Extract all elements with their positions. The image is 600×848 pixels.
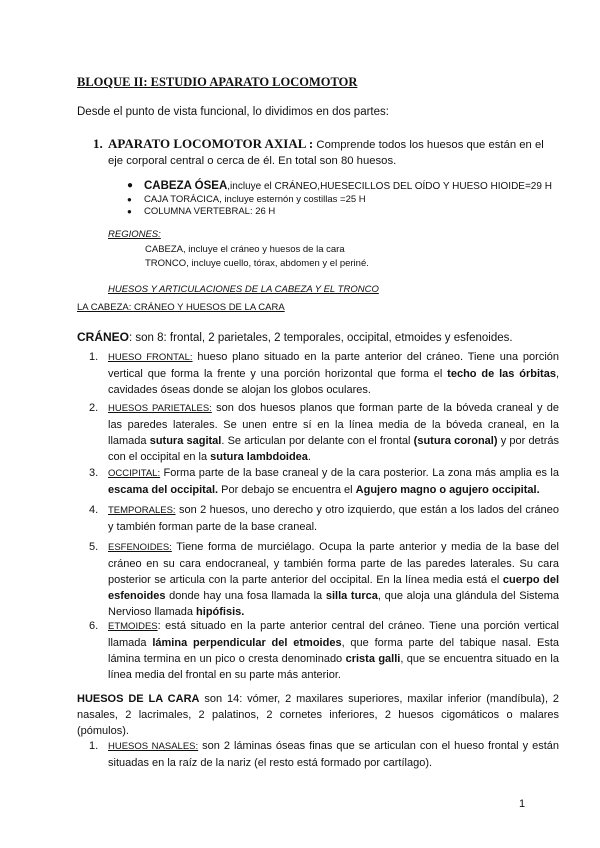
regiones-line: TRONCO, incluye cuello, tórax, abdomen y el periné. <box>145 258 369 269</box>
item-label: HUESOS NASALES: <box>108 741 199 752</box>
bullet-text: COLUMNA VERTEBRAL: 26 H <box>144 206 276 217</box>
list-item-craneo <box>89 400 559 465</box>
cara-text: son 14: vómer, 2 maxilares superiores, maxilar inferior (mandíbula), 2 nasales, 2 lacrimales, 2 palatinos, 2 cornetes inferiores, 2 huesos cigomáticos o malares (pómulos). <box>77 693 560 737</box>
item-text: , cavidades óseas donde se alojan los globos oculares. <box>108 368 559 396</box>
item-text: son 2 huesos, uno derecho y otro izquierdo, que están a los lados del cráneo y también forman parte de la base craneal. <box>108 504 559 533</box>
item-text: Forma parte de la base craneal y de la cara posterior. La zona más amplia es la <box>160 467 559 479</box>
item-bold-text: hipófisis. <box>196 606 245 618</box>
item-bold-text: crista galli <box>345 653 401 665</box>
item-label: ETMOIDES <box>108 621 158 632</box>
item-bold-text: techo de las órbitas <box>447 368 556 380</box>
list-item-craneo <box>89 349 559 398</box>
subsection-heading: LA CABEZA: CRÁNEO Y HUESOS DE LA CARA <box>77 302 285 313</box>
regiones-line: CABEZA, incluye el cráneo y huesos de la cara <box>145 244 345 255</box>
list-number: 2. <box>89 402 99 414</box>
item-bold-text: silla turca <box>325 590 378 602</box>
section-heading: HUESOS Y ARTICULACIONES DE LA CABEZA Y EL TRONCO <box>108 284 379 295</box>
item-text: son 2 láminas óseas finas que se articulan con el hueso frontal y están situadas en la raíz de la nariz (el resto está formado por cartílago). <box>108 740 559 769</box>
craneo-text: : son 8: frontal, 2 parietales, 2 temporales, occipital, etmoides y esfenoides. <box>129 332 513 344</box>
item-label: HUESOS PARIETALES: <box>108 403 212 414</box>
item-bold-text: cuerpo del esfenoides <box>108 574 560 602</box>
craneo-bold: CRÁNEO <box>77 330 130 344</box>
item-bold-text: escama del occipital. <box>108 484 219 496</box>
item-bold-text: Agujero magno o agujero occipital. <box>355 484 540 496</box>
bullet-columna <box>127 206 275 217</box>
item-text: Por debajo se encuentra el <box>218 484 356 496</box>
item-bold-text: lámina perpendicular del etmoides <box>152 637 342 649</box>
bullet-icon: ● <box>127 195 132 204</box>
item-text: Tiene forma de murciélago. Ocupa la parte anterior y media de la base del cráneo en su cara endocraneal, y también forma parte de las paredes laterales. Su cara posterior se articula con la parte anterior del occipital. En la línea media está el <box>108 541 559 586</box>
item-label: ESFENOIDES: <box>108 542 172 553</box>
axial-text: Comprende todos los huesos que están en el eje corporal central o cerca de él. En total son 80 huesos. <box>108 139 544 167</box>
item-text: y por detrás con el occipital en la <box>108 435 560 463</box>
axial-heading: APARATO LOCOMOTOR AXIAL : <box>108 136 314 151</box>
cara-paragraph <box>77 691 559 739</box>
item-text: , que se encuentra situado en la línea media del frontal en su parte más anterior. <box>108 653 559 681</box>
craneo-paragraph <box>77 330 513 344</box>
item-text: donde hay una fosa llamada la <box>165 590 326 602</box>
bullet-cabeza <box>127 180 552 192</box>
item-bold-text: sutura sagital <box>149 435 222 447</box>
page-number: 1 <box>519 798 526 810</box>
item-text: son dos huesos planos que forman parte de la bóveda craneal y de las paredes laterales. Se unen entre sí en la línea media de la bóveda craneal, en la llamada <box>108 402 559 447</box>
bullet-text: ,incluye el CRÁNEO,HUESECILLOS DEL OÍDO Y HUESO HIOIDE=29 H <box>227 181 552 192</box>
bullet-icon: ● <box>127 180 134 191</box>
bullet-caja-toracica <box>127 194 366 205</box>
item-text: . Se articulan por delante con el frontal <box>221 435 414 447</box>
item-text: , que forma parte del tabique nasal. Esta lámina termina en un pico o cresta denominado <box>108 637 559 665</box>
list-number: 5. <box>89 541 99 553</box>
item-text: , que aloja una glándula del Sistema Nervioso llamada <box>108 590 559 618</box>
item-bold-text: (sutura coronal) <box>413 435 498 447</box>
document-title: BLOQUE II: ESTUDIO APARATO LOCOMOTOR <box>77 75 358 89</box>
item-label: HUESO FRONTAL: <box>108 352 193 363</box>
bullet-bold: CABEZA ÓSEA <box>144 180 228 192</box>
list-item-craneo <box>89 539 559 620</box>
item-label: TEMPORALES: <box>108 505 176 516</box>
item-text: . <box>307 451 311 463</box>
list-item-craneo <box>89 465 559 498</box>
bullet-icon: ● <box>127 207 132 216</box>
list-number: 6. <box>89 620 99 632</box>
item-bold-text: sutura lambdoidea <box>210 451 308 463</box>
list-item-craneo <box>89 618 559 683</box>
axial-number: 1. <box>93 136 103 151</box>
list-item-craneo <box>89 502 559 535</box>
list-item-cara <box>89 738 559 771</box>
list-number: 4. <box>89 504 99 516</box>
regiones-label: REGIONES: <box>108 229 161 240</box>
item-label: OCCIPITAL: <box>108 468 161 479</box>
list-number: 1. <box>89 351 99 363</box>
list-number: 1. <box>89 740 99 752</box>
cara-bold: HUESOS DE LA CARA <box>77 693 200 705</box>
axial-section <box>93 136 558 169</box>
list-number: 3. <box>89 467 99 479</box>
bullet-text: CAJA TORÁCICA, incluye esternón y costillas =25 H <box>144 194 366 205</box>
intro-paragraph: Desde el punto de vista funcional, lo dividimos en dos partes: <box>77 106 389 118</box>
item-text: : está situado en la parte anterior central del cráneo. Tiene una porción vertical llamada <box>108 620 559 649</box>
item-text: hueso plano situado en la parte anterior del cráneo. Tiene una porción vertical que forma la frente y una porción horizontal que forma el <box>108 351 559 380</box>
